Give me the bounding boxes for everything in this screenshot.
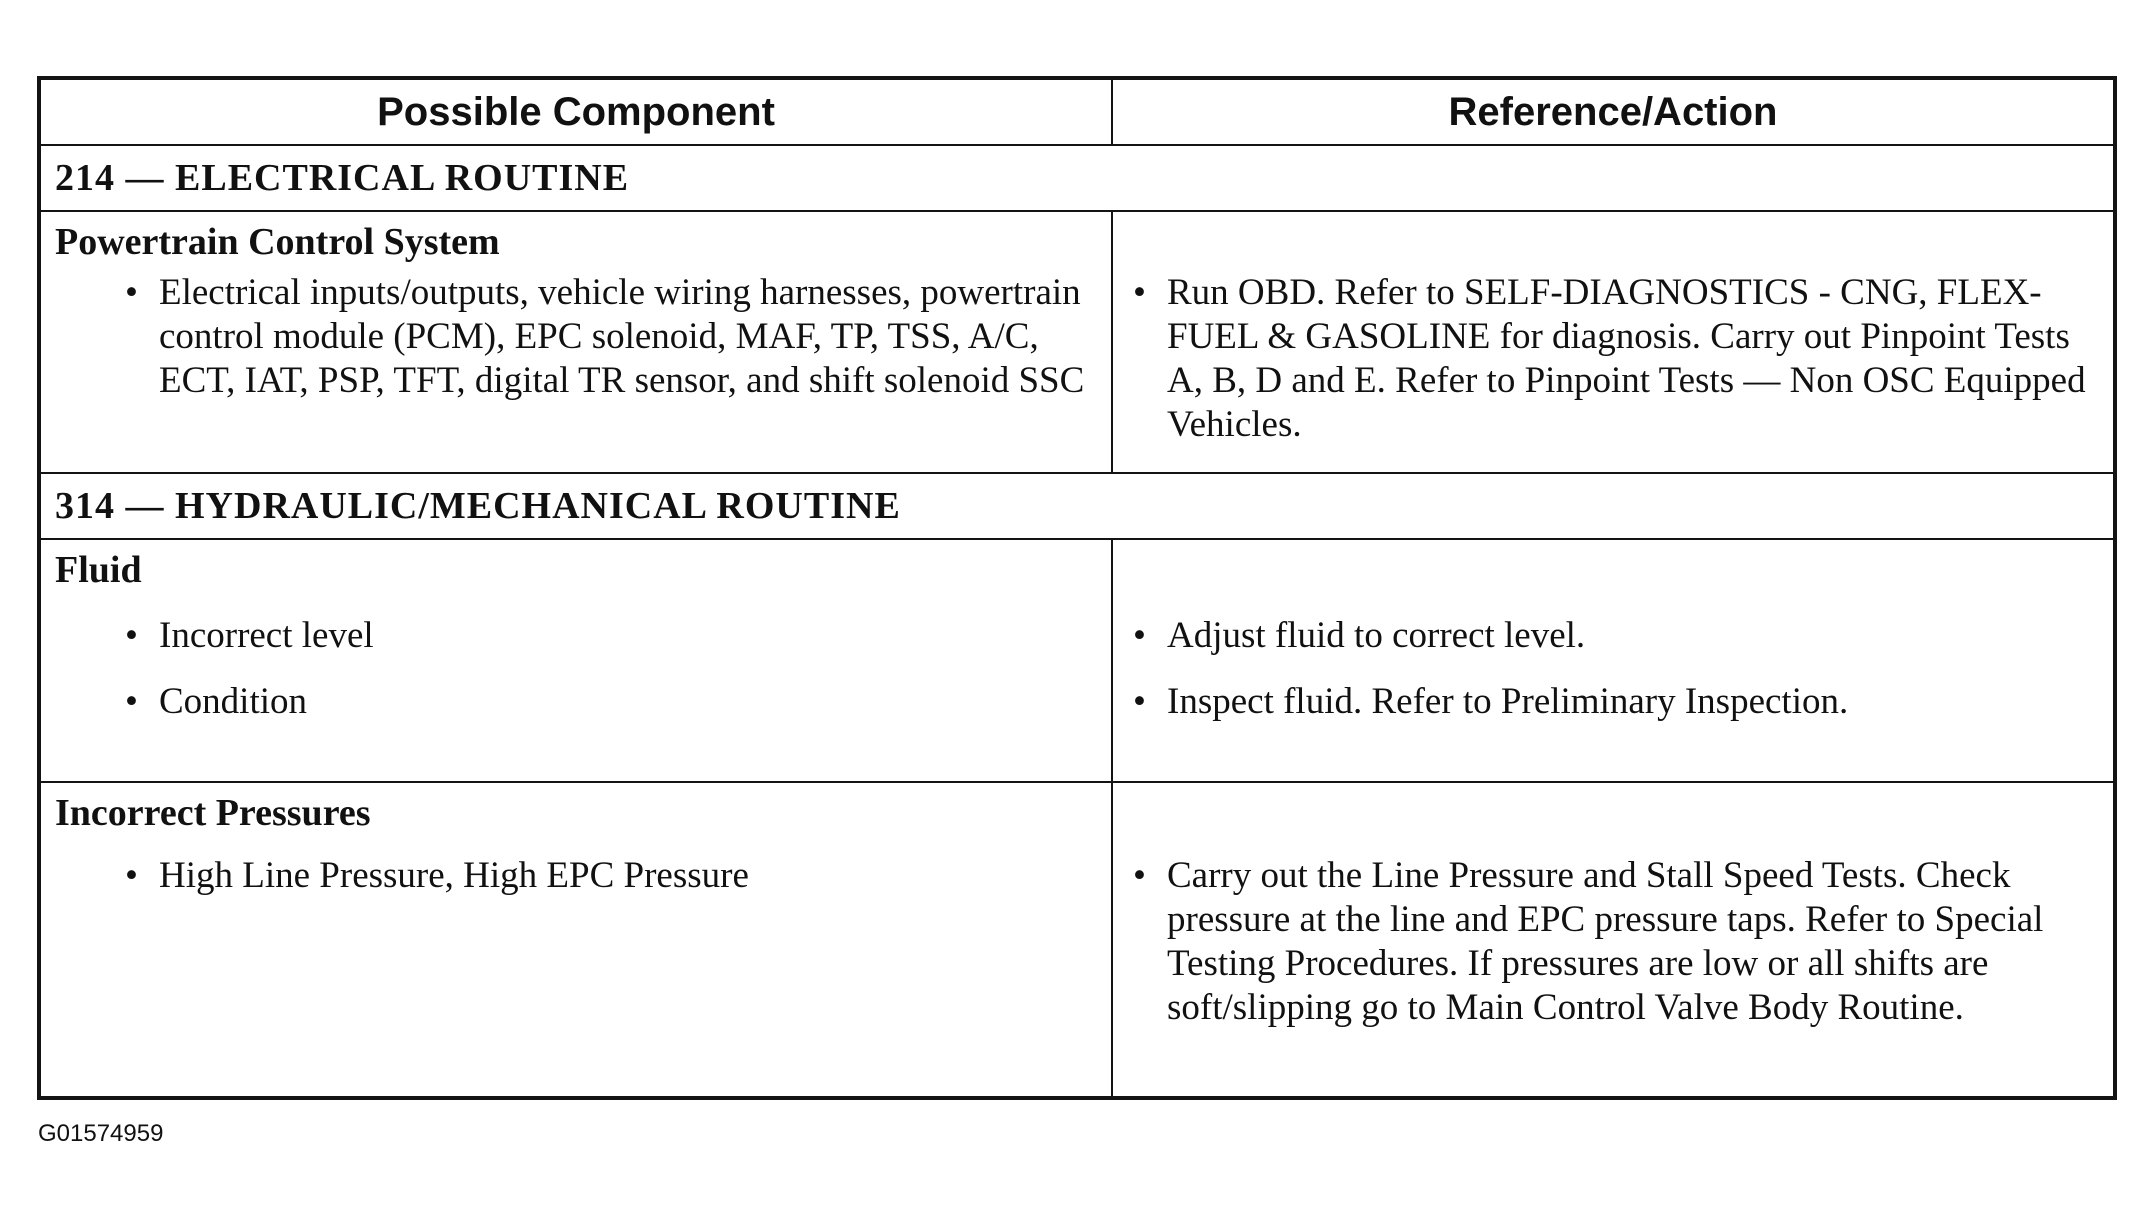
component-item: • Incorrect level bbox=[125, 614, 1091, 658]
group-title-incorrect-pressures: Incorrect Pressures bbox=[55, 792, 371, 834]
action-item: • Adjust fluid to correct level. bbox=[1133, 614, 2103, 658]
component-item: • High Line Pressure, High EPC Pressure bbox=[125, 854, 1091, 898]
action-list bbox=[1133, 271, 2103, 447]
header-reference-action: Reference/Action bbox=[1113, 80, 2113, 146]
action-cell-incorrect-pressures bbox=[1113, 783, 2113, 1096]
component-cell-powertrain bbox=[41, 212, 1113, 474]
action-item: • Inspect fluid. Refer to Preliminary Inspection. bbox=[1133, 680, 2103, 724]
group-title-fluid: Fluid bbox=[55, 549, 142, 591]
action-list bbox=[1133, 854, 2103, 1030]
action-list bbox=[1133, 614, 2103, 724]
component-item: • Condition bbox=[125, 680, 1091, 724]
action-item: • Carry out the Line Pressure and Stall Speed Tests. Check pressure at the line and EPC pressure taps. Refer to Special Testing Procedures. If pressures are low or all shifts are soft/slipping go to Main Control Valve Body Routine. bbox=[1133, 854, 2103, 1030]
header-possible-component: Possible Component bbox=[41, 80, 1113, 146]
figure-id-label: G01574959 bbox=[38, 1120, 164, 1147]
section-title-electrical-routine: 214 — ELECTRICAL ROUTINE bbox=[41, 146, 2113, 212]
action-item: • Run OBD. Refer to SELF-DIAGNOSTICS - CNG, FLEX-FUEL & GASOLINE for diagnosis. Carry out Pinpoint Tests A, B, D and E. Refer to Pinpoint Tests — Non OSC Equipped Vehicles. bbox=[1133, 271, 2103, 447]
component-cell-fluid bbox=[41, 540, 1113, 783]
component-list bbox=[125, 854, 1091, 898]
action-cell-fluid bbox=[1113, 540, 2113, 783]
component-cell-incorrect-pressures bbox=[41, 783, 1113, 1096]
component-list bbox=[125, 614, 1091, 724]
group-title-powertrain-control-system: Powertrain Control System bbox=[55, 221, 500, 263]
section-title-hydraulic-mechanical-routine: 314 — HYDRAULIC/MECHANICAL ROUTINE bbox=[41, 474, 2113, 540]
component-item: • Electrical inputs/outputs, vehicle wiring harnesses, powertrain control module (PCM), EPC solenoid, MAF, TP, TSS, A/C, ECT, IAT, PSP, TFT, digital TR sensor, and shift solenoid SSC bbox=[125, 271, 1091, 403]
component-list bbox=[125, 271, 1091, 403]
action-cell-powertrain bbox=[1113, 212, 2113, 474]
diagnostic-table bbox=[37, 76, 2117, 1100]
